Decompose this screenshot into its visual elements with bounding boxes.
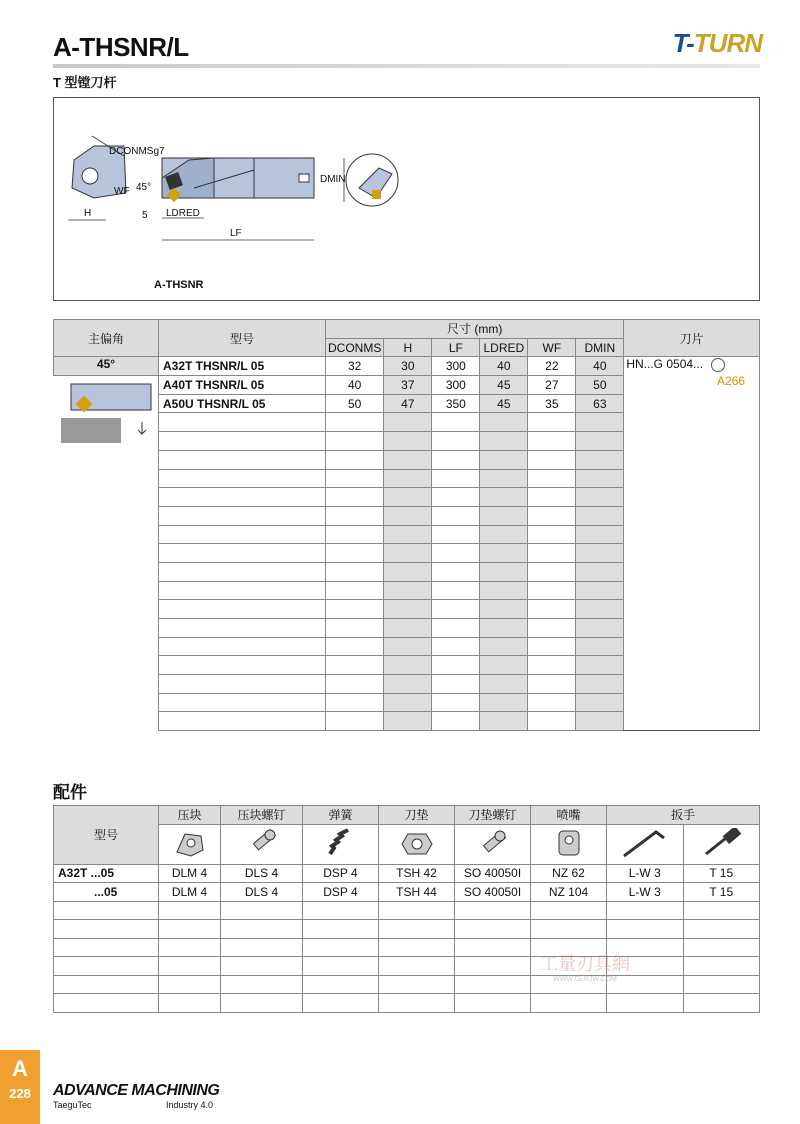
dim-cell xyxy=(326,506,384,525)
model-code xyxy=(159,675,326,694)
acc-part-cell xyxy=(221,920,303,939)
brand-logo xyxy=(673,28,762,59)
dim-cell: 300 xyxy=(432,357,480,376)
footer-brand xyxy=(53,1082,219,1110)
acc-part-cell xyxy=(455,920,531,939)
clamp-screw-icon xyxy=(221,824,303,864)
dim-cell: 50 xyxy=(576,376,624,395)
dim-cell xyxy=(384,675,432,694)
acc-part-cell xyxy=(455,901,531,920)
acc-part-cell xyxy=(683,975,760,994)
watermark xyxy=(540,950,630,983)
acc-part-cell xyxy=(221,938,303,957)
dim-cell xyxy=(432,432,480,451)
dim-cell xyxy=(528,544,576,563)
dim-cell xyxy=(326,432,384,451)
torx-wrench-icon xyxy=(683,824,760,864)
dim-cell xyxy=(480,413,528,432)
acc-part-cell xyxy=(607,994,684,1013)
acc-model-code: ...05 xyxy=(54,883,159,902)
label-h: H xyxy=(84,208,92,219)
model-code xyxy=(159,693,326,712)
watermark-text: 工量刃具網 xyxy=(540,954,630,974)
dim-cell: 300 xyxy=(432,376,480,395)
dim-cell xyxy=(528,637,576,656)
table-row xyxy=(54,357,760,376)
model-code xyxy=(159,656,326,675)
acc-model-code xyxy=(54,975,159,994)
acc-part-cell xyxy=(159,901,221,920)
model-code xyxy=(159,544,326,563)
col-lf: LF xyxy=(432,338,480,357)
model-code xyxy=(159,469,326,488)
dim-cell xyxy=(384,581,432,600)
model-code xyxy=(159,600,326,619)
acc-part-cell xyxy=(379,901,455,920)
dim-cell: 50 xyxy=(326,394,384,413)
acc-part-cell xyxy=(303,920,379,939)
acc-model-code xyxy=(54,938,159,957)
acc-part-cell: L-W 3 xyxy=(607,864,684,883)
dim-cell xyxy=(480,712,528,731)
dim-cell xyxy=(576,600,624,619)
table-row xyxy=(54,938,760,957)
dim-cell xyxy=(528,432,576,451)
label-five: 5 xyxy=(142,210,148,221)
dim-cell: 45 xyxy=(480,394,528,413)
dim-cell xyxy=(576,432,624,451)
clamp-icon xyxy=(159,824,221,864)
dim-cell xyxy=(326,488,384,507)
dim-cell xyxy=(480,656,528,675)
dim-cell xyxy=(384,637,432,656)
acc-header-model: 型号 xyxy=(54,806,159,865)
acc-part-cell: DLS 4 xyxy=(221,864,303,883)
dim-cell xyxy=(384,562,432,581)
acc-part-cell xyxy=(221,994,303,1013)
acc-part-cell: DSP 4 xyxy=(303,883,379,902)
model-code xyxy=(159,619,326,638)
dim-cell: 22 xyxy=(528,357,576,376)
acc-col-wrench: 扳手 xyxy=(607,806,760,825)
acc-part-cell xyxy=(455,957,531,976)
dim-cell: 27 xyxy=(528,376,576,395)
dim-cell xyxy=(432,450,480,469)
acc-col-shim: 刀垫 xyxy=(379,806,455,825)
dim-cell xyxy=(576,544,624,563)
dim-cell xyxy=(480,432,528,451)
acc-part-cell: TSH 44 xyxy=(379,883,455,902)
dim-cell xyxy=(384,600,432,619)
dim-cell xyxy=(432,413,480,432)
nozzle-icon xyxy=(531,824,607,864)
acc-part-cell xyxy=(303,994,379,1013)
spec-table xyxy=(53,319,760,731)
acc-part-cell xyxy=(159,994,221,1013)
header-angle: 主偏角 xyxy=(54,320,159,357)
table-row xyxy=(54,864,760,883)
acc-part-cell xyxy=(683,938,760,957)
hex-key-icon xyxy=(607,824,684,864)
dim-cell xyxy=(480,581,528,600)
model-code xyxy=(159,525,326,544)
spring-icon xyxy=(303,824,379,864)
dim-cell xyxy=(432,469,480,488)
dim-cell xyxy=(480,675,528,694)
dim-cell: 40 xyxy=(576,357,624,376)
model-code xyxy=(159,450,326,469)
dim-cell: 30 xyxy=(384,357,432,376)
acc-model-code xyxy=(54,957,159,976)
dim-cell xyxy=(384,619,432,638)
dim-cell xyxy=(326,413,384,432)
acc-part-cell xyxy=(159,957,221,976)
acc-part-cell xyxy=(159,920,221,939)
acc-part-cell: SO 40050I xyxy=(455,883,531,902)
dim-cell xyxy=(576,562,624,581)
dim-cell xyxy=(432,675,480,694)
dim-cell xyxy=(528,581,576,600)
dim-cell xyxy=(326,712,384,731)
dim-cell xyxy=(528,656,576,675)
dim-cell xyxy=(326,581,384,600)
acc-part-cell xyxy=(683,957,760,976)
acc-part-cell xyxy=(379,920,455,939)
dim-cell xyxy=(326,619,384,638)
acc-part-cell: NZ 104 xyxy=(531,883,607,902)
insert-value: HN...G 0504... xyxy=(626,357,704,372)
acc-part-cell xyxy=(607,920,684,939)
acc-part-cell: TSH 42 xyxy=(379,864,455,883)
acc-part-cell xyxy=(531,920,607,939)
acc-part-cell xyxy=(455,994,531,1013)
dim-cell xyxy=(384,656,432,675)
label-ldred: LDRED xyxy=(166,208,200,219)
page-title: A-THSNR/L xyxy=(53,32,189,62)
section-tab xyxy=(0,1050,40,1124)
acc-part-cell xyxy=(683,920,760,939)
dim-cell xyxy=(326,562,384,581)
acc-part-cell xyxy=(159,975,221,994)
dim-cell xyxy=(528,450,576,469)
dim-cell xyxy=(432,656,480,675)
accessories-table xyxy=(53,805,760,1013)
label-wf: WF xyxy=(114,186,130,197)
footer-brand-name: ADVANCE MACHINING xyxy=(53,1082,220,1099)
dim-cell xyxy=(576,675,624,694)
acc-col-spring: 弹簧 xyxy=(303,806,379,825)
dim-cell: 45 xyxy=(480,376,528,395)
dim-cell xyxy=(384,506,432,525)
dim-cell xyxy=(480,637,528,656)
acc-model-code xyxy=(54,901,159,920)
title-rule xyxy=(53,64,760,68)
dim-cell xyxy=(528,693,576,712)
dim-cell xyxy=(432,562,480,581)
acc-part-cell: L-W 3 xyxy=(607,883,684,902)
dim-cell xyxy=(432,600,480,619)
dim-cell xyxy=(432,693,480,712)
table-row xyxy=(54,957,760,976)
model-code xyxy=(159,506,326,525)
acc-part-cell xyxy=(159,938,221,957)
diagram-caption: A-THSNR xyxy=(154,279,204,291)
dim-cell xyxy=(432,488,480,507)
acc-part-cell xyxy=(303,975,379,994)
dim-cell xyxy=(384,413,432,432)
dim-cell xyxy=(432,619,480,638)
dim-cell xyxy=(480,450,528,469)
acc-part-cell xyxy=(303,901,379,920)
tool-diagram xyxy=(53,97,760,301)
angle-value: 45° xyxy=(54,357,159,376)
dim-cell: 37 xyxy=(384,376,432,395)
model-code: A40T THSNR/L 05 xyxy=(159,376,326,395)
label-lf: LF xyxy=(230,228,242,239)
dim-cell xyxy=(432,712,480,731)
dim-cell xyxy=(384,432,432,451)
label-dconms: DCONMSg7 xyxy=(109,146,165,157)
acc-part-cell xyxy=(379,975,455,994)
acc-part-cell xyxy=(455,938,531,957)
col-h: H xyxy=(384,338,432,357)
dim-cell xyxy=(480,544,528,563)
model-code: A50U THSNR/L 05 xyxy=(159,394,326,413)
dim-cell: 40 xyxy=(326,376,384,395)
acc-model-code xyxy=(54,994,159,1013)
watermark-url: WWW.GLRJW.COM xyxy=(553,976,617,983)
table-row xyxy=(54,883,760,902)
model-code xyxy=(159,637,326,656)
dim-cell: 35 xyxy=(528,394,576,413)
acc-part-cell: T 15 xyxy=(683,883,760,902)
tool-drawing xyxy=(54,98,759,300)
dim-cell xyxy=(326,450,384,469)
model-code xyxy=(159,432,326,451)
dim-cell: 40 xyxy=(480,357,528,376)
label-dmin: DMIN xyxy=(320,174,346,185)
dim-cell xyxy=(326,637,384,656)
model-code xyxy=(159,712,326,731)
page-subtitle: T 型镗刀杆 xyxy=(53,75,117,90)
acc-part-cell xyxy=(379,994,455,1013)
page-number: 228 xyxy=(9,1086,31,1101)
acc-part-cell: DLM 4 xyxy=(159,864,221,883)
acc-part-cell xyxy=(303,957,379,976)
dim-cell xyxy=(528,469,576,488)
acc-part-cell: DLM 4 xyxy=(159,883,221,902)
dim-cell xyxy=(528,619,576,638)
insert-ref-link[interactable]: A266 xyxy=(716,374,745,389)
dim-cell xyxy=(528,600,576,619)
dim-cell xyxy=(326,469,384,488)
acc-part-cell xyxy=(379,938,455,957)
dim-cell xyxy=(576,656,624,675)
acc-part-cell xyxy=(221,975,303,994)
dim-cell xyxy=(576,506,624,525)
dim-cell xyxy=(480,562,528,581)
acc-part-cell xyxy=(531,901,607,920)
dim-cell xyxy=(432,581,480,600)
dim-cell xyxy=(576,637,624,656)
model-code xyxy=(159,413,326,432)
model-code: A32T THSNR/L 05 xyxy=(159,357,326,376)
dim-cell xyxy=(384,544,432,563)
dim-cell xyxy=(326,600,384,619)
dim-cell xyxy=(528,675,576,694)
acc-part-cell: DSP 4 xyxy=(303,864,379,883)
dim-cell xyxy=(576,469,624,488)
dim-cell xyxy=(576,413,624,432)
shim-icon xyxy=(379,824,455,864)
acc-part-cell xyxy=(607,901,684,920)
acc-col-clamp-screw: 压块螺钉 xyxy=(221,806,303,825)
dim-cell xyxy=(384,525,432,544)
col-dconms: DCONMS xyxy=(326,338,384,357)
dim-cell xyxy=(528,488,576,507)
dim-cell xyxy=(576,712,624,731)
dim-cell xyxy=(528,413,576,432)
acc-part-cell xyxy=(531,994,607,1013)
col-dmin: DMIN xyxy=(576,338,624,357)
dim-cell xyxy=(480,506,528,525)
table-row xyxy=(54,975,760,994)
dim-cell: 350 xyxy=(432,394,480,413)
dim-cell xyxy=(576,525,624,544)
dim-cell: 47 xyxy=(384,394,432,413)
insert-cell xyxy=(624,357,760,731)
dim-cell xyxy=(528,562,576,581)
dim-cell xyxy=(528,506,576,525)
dim-cell xyxy=(432,525,480,544)
acc-model-code xyxy=(54,920,159,939)
acc-col-clamp: 压块 xyxy=(159,806,221,825)
acc-part-cell xyxy=(221,901,303,920)
model-code xyxy=(159,488,326,507)
dim-cell xyxy=(528,712,576,731)
header-insert: 刀片 xyxy=(624,320,760,357)
footer-brand-company: TaeguTec xyxy=(53,1100,92,1110)
dim-cell xyxy=(528,525,576,544)
brand-logo-a: T- xyxy=(672,28,694,58)
acc-model-code: A32T ...05 xyxy=(54,864,159,883)
acc-part-cell xyxy=(303,938,379,957)
dim-cell xyxy=(384,450,432,469)
dim-cell xyxy=(384,469,432,488)
dim-cell xyxy=(326,544,384,563)
tool-thumbnail xyxy=(54,376,159,731)
header-model: 型号 xyxy=(159,320,326,357)
dim-cell xyxy=(432,506,480,525)
dim-cell xyxy=(384,712,432,731)
acc-col-shim-screw: 刀垫螺钉 xyxy=(455,806,531,825)
header-dims: 尺寸 (mm) xyxy=(326,320,624,339)
section-letter: A xyxy=(12,1056,28,1081)
acc-part-cell xyxy=(379,957,455,976)
label-angle: 45° xyxy=(136,182,152,193)
dim-cell xyxy=(480,619,528,638)
dim-cell xyxy=(326,656,384,675)
acc-part-cell xyxy=(683,901,760,920)
acc-part-cell xyxy=(221,957,303,976)
table-row xyxy=(54,920,760,939)
model-code xyxy=(159,581,326,600)
dim-cell xyxy=(576,581,624,600)
dim-cell xyxy=(480,600,528,619)
model-code xyxy=(159,562,326,581)
footer-brand-tagline: Industry 4.0 xyxy=(165,1100,213,1110)
acc-col-nozzle: 喷嘴 xyxy=(531,806,607,825)
dim-cell xyxy=(480,488,528,507)
acc-part-cell xyxy=(683,994,760,1013)
dim-cell xyxy=(326,675,384,694)
table-row xyxy=(54,994,760,1013)
acc-part-cell: DLS 4 xyxy=(221,883,303,902)
dim-cell xyxy=(480,693,528,712)
brand-logo-b: TURN xyxy=(693,28,762,58)
dim-cell xyxy=(326,693,384,712)
acc-part-cell xyxy=(455,975,531,994)
dim-cell xyxy=(384,488,432,507)
table-row xyxy=(54,901,760,920)
dim-cell xyxy=(384,693,432,712)
dim-cell xyxy=(576,450,624,469)
dim-cell xyxy=(432,637,480,656)
dim-cell xyxy=(432,544,480,563)
acc-part-cell: NZ 62 xyxy=(531,864,607,883)
shim-screw-icon xyxy=(455,824,531,864)
dim-cell xyxy=(326,525,384,544)
col-wf: WF xyxy=(528,338,576,357)
accessories-title: 配件 xyxy=(53,783,87,802)
dim-cell xyxy=(480,469,528,488)
dim-cell xyxy=(576,693,624,712)
dim-cell: 63 xyxy=(576,394,624,413)
col-ldred: LDRED xyxy=(480,338,528,357)
dim-cell xyxy=(480,525,528,544)
dim-cell xyxy=(576,619,624,638)
acc-part-cell: SO 40050I xyxy=(455,864,531,883)
acc-part-cell: T 15 xyxy=(683,864,760,883)
dim-cell: 32 xyxy=(326,357,384,376)
insert-lookup-icon[interactable] xyxy=(711,358,725,372)
dim-cell xyxy=(576,488,624,507)
